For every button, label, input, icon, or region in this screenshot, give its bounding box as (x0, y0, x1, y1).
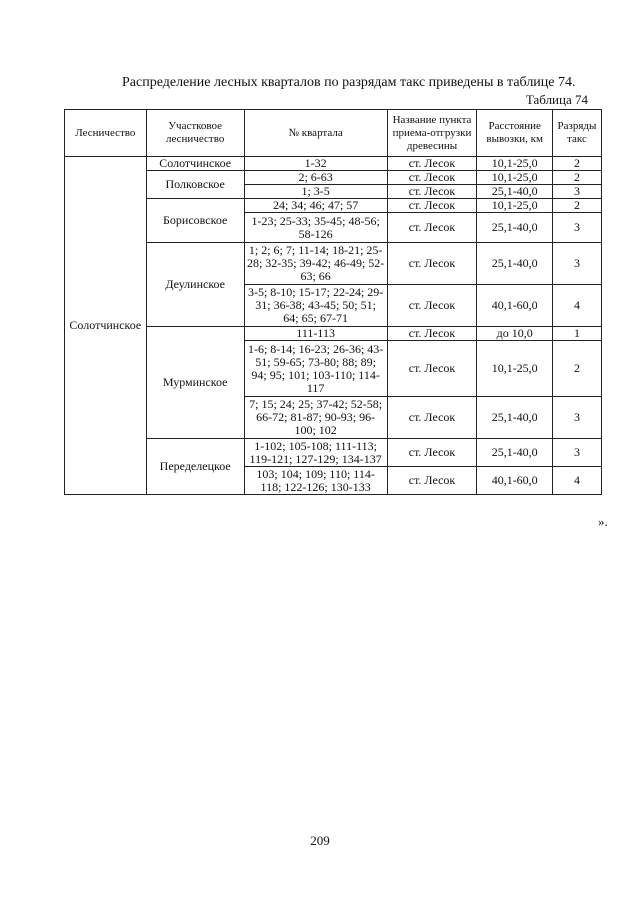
district-cell: Переделецкое (146, 439, 244, 495)
quarters-cell: 1-32 (244, 157, 387, 171)
rank-cell: 2 (552, 157, 601, 171)
rank-cell: 2 (552, 171, 601, 185)
table-header-row (65, 110, 602, 157)
point-cell: ст. Лесок (387, 243, 477, 285)
quarters-cell: 103; 104; 109; 110; 114-118; 122-126; 130-133 (244, 467, 387, 495)
distance-cell: 25,1-40,0 (477, 397, 553, 439)
header-rank: Разряды такс (552, 110, 601, 157)
rank-cell: 2 (552, 341, 601, 397)
point-cell: ст. Лесок (387, 285, 477, 327)
district-cell: Деулинское (146, 243, 244, 327)
quarters-cell: 1-102; 105-108; 111-113; 119-121; 127-129; 134-137 (244, 439, 387, 467)
point-cell: ст. Лесок (387, 157, 477, 171)
distance-cell: 10,1-25,0 (477, 341, 553, 397)
rank-cell: 3 (552, 213, 601, 243)
quarters-cell: 1; 2; 6; 7; 11-14; 18-21; 25-28; 32-35; 39-42; 46-49; 52-63; 66 (244, 243, 387, 285)
quarters-cell: 3-5; 8-10; 15-17; 22-24; 29-31; 36-38; 43-45; 50; 51; 64; 65; 67-71 (244, 285, 387, 327)
distance-cell: до 10,0 (477, 327, 553, 341)
distance-cell: 40,1-60,0 (477, 467, 553, 495)
rank-cell: 1 (552, 327, 601, 341)
header-distance: Расстояние вывозки, км (477, 110, 553, 157)
table-caption: Таблица 74 (525, 92, 588, 107)
point-cell: ст. Лесок (387, 397, 477, 439)
point-cell: ст. Лесок (387, 199, 477, 213)
distance-cell: 25,1-40,0 (477, 439, 553, 467)
header-point: Название пункта приема-отгрузки древесины (387, 110, 477, 157)
page-number: 209 (310, 833, 330, 848)
rank-cell: 2 (552, 199, 601, 213)
distance-cell: 25,1-40,0 (477, 213, 553, 243)
point-cell: ст. Лесок (387, 185, 477, 199)
point-cell: ст. Лесок (387, 341, 477, 397)
quarters-cell: 2; 6-63 (244, 171, 387, 185)
distance-cell: 40,1-60,0 (477, 285, 553, 327)
quarters-cell: 1-23; 25-33; 35-45; 48-56; 58-126 (244, 213, 387, 243)
quarters-cell: 7; 15; 24; 25; 37-42; 52-58; 66-72; 81-87; 90-93; 96-100; 102 (244, 397, 387, 439)
district-cell: Солотчинское (146, 157, 244, 171)
distance-cell: 10,1-25,0 (477, 157, 553, 171)
district-cell: Мурминское (146, 327, 244, 439)
quarters-cell: 1-6; 8-14; 16-23; 26-36; 43-51; 59-65; 73-80; 88; 89; 94; 95; 101; 103-110; 114-117 (244, 341, 387, 397)
forestry-cell: Солотчинское (65, 157, 147, 495)
header-district: Участковое лесничество (146, 110, 244, 157)
point-cell: ст. Лесок (387, 327, 477, 341)
rank-cell: 3 (552, 185, 601, 199)
header-forestry: Лесничество (65, 110, 147, 157)
point-cell: ст. Лесок (387, 171, 477, 185)
rank-cell: 4 (552, 467, 601, 495)
table-row (65, 157, 602, 171)
distance-cell: 25,1-40,0 (477, 243, 553, 285)
quarters-cell: 111-113 (244, 327, 387, 341)
distance-cell: 10,1-25,0 (477, 199, 553, 213)
intro-paragraph (86, 73, 591, 92)
district-cell: Борисовское (146, 199, 244, 243)
distance-cell: 25,1-40,0 (477, 185, 553, 199)
point-cell: ст. Лесок (387, 467, 477, 495)
rank-cell: 4 (552, 285, 601, 327)
point-cell: ст. Лесок (387, 213, 477, 243)
quarters-cell: 24; 34; 46; 47; 57 (244, 199, 387, 213)
rank-cell: 3 (552, 439, 601, 467)
rank-cell: 3 (552, 243, 601, 285)
rank-cell: 3 (552, 397, 601, 439)
header-quarters: № квартала (244, 110, 387, 157)
closing-quote: ». (598, 514, 608, 529)
district-cell: Полковское (146, 171, 244, 199)
quarters-cell: 1; 3-5 (244, 185, 387, 199)
point-cell: ст. Лесок (387, 439, 477, 467)
distance-cell: 10,1-25,0 (477, 171, 553, 185)
intro-text: Распределение лесных кварталов по разрядам такс приведены в таблице 74. (122, 75, 576, 90)
forest-quarters-table (64, 109, 602, 495)
